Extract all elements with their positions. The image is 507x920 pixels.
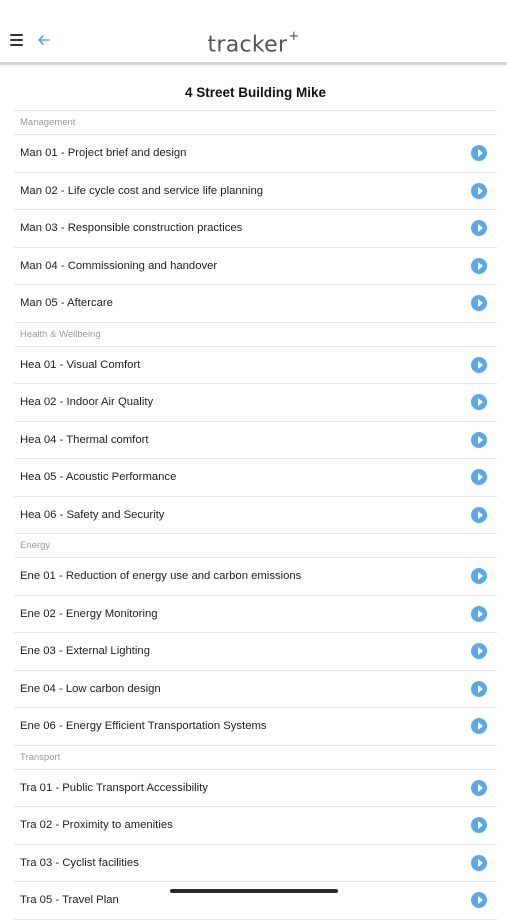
list-item-label: Ene 06 - Energy Efficient Transportation Systems bbox=[20, 720, 267, 732]
assessment-list bbox=[0, 65, 507, 920]
logo-text: tracker bbox=[207, 32, 288, 58]
list-item[interactable] bbox=[14, 596, 497, 634]
list-item-label: Man 01 - Project brief and design bbox=[20, 147, 187, 159]
list-item-label: Tra 02 - Proximity to amenities bbox=[20, 819, 173, 831]
list-item[interactable] bbox=[14, 347, 497, 385]
logo-plus: + bbox=[288, 29, 300, 44]
chevron-right-circle-icon[interactable] bbox=[471, 643, 487, 659]
list-item-label: Ene 04 - Low carbon design bbox=[20, 682, 161, 695]
list-item-label: Tra 05 - Travel Plan bbox=[20, 894, 119, 906]
list-item[interactable] bbox=[14, 173, 497, 211]
list-item[interactable] bbox=[14, 770, 497, 808]
page-title: 4 Street Building Mike bbox=[14, 65, 497, 111]
chevron-right-circle-icon[interactable] bbox=[471, 681, 487, 697]
chevron-right-circle-icon[interactable] bbox=[471, 718, 487, 734]
chevron-right-circle-icon[interactable] bbox=[471, 568, 487, 584]
chevron-right-circle-icon[interactable] bbox=[471, 295, 487, 311]
chevron-right-circle-icon[interactable] bbox=[471, 780, 487, 796]
list-item-label: Hea 06 - Safety and Security bbox=[20, 508, 165, 521]
chevron-right-circle-icon[interactable] bbox=[471, 183, 487, 199]
app-header bbox=[0, 0, 507, 65]
list-item-label: Man 05 - Aftercare bbox=[20, 297, 113, 309]
list-item[interactable] bbox=[14, 422, 497, 460]
chevron-right-circle-icon[interactable] bbox=[471, 220, 487, 236]
list-item-label: Ene 02 - Energy Monitoring bbox=[20, 607, 158, 620]
list-item[interactable] bbox=[14, 807, 497, 845]
list-item[interactable] bbox=[14, 135, 497, 173]
list-item[interactable] bbox=[14, 845, 497, 883]
chevron-right-circle-icon[interactable] bbox=[471, 892, 487, 908]
list-item[interactable] bbox=[14, 285, 497, 323]
chevron-right-circle-icon[interactable] bbox=[471, 432, 487, 448]
app-logo bbox=[0, 27, 507, 58]
chevron-right-circle-icon[interactable] bbox=[471, 855, 487, 871]
chevron-right-circle-icon[interactable] bbox=[471, 606, 487, 622]
chevron-right-circle-icon[interactable] bbox=[471, 357, 487, 373]
section-header: Management bbox=[14, 111, 497, 135]
home-indicator[interactable] bbox=[170, 889, 338, 893]
list-item-label: Hea 05 - Acoustic Performance bbox=[20, 471, 177, 483]
chevron-right-circle-icon[interactable] bbox=[471, 817, 487, 833]
list-item[interactable] bbox=[14, 671, 497, 709]
list-item-label: Ene 03 - External Lighting bbox=[20, 645, 150, 657]
list-item-label: Tra 03 - Cyclist facilities bbox=[20, 856, 139, 869]
chevron-right-circle-icon[interactable] bbox=[471, 258, 487, 274]
list-item-label: Hea 04 - Thermal comfort bbox=[20, 433, 149, 446]
list-item[interactable] bbox=[14, 708, 497, 746]
chevron-right-circle-icon[interactable] bbox=[471, 145, 487, 161]
chevron-right-circle-icon[interactable] bbox=[471, 507, 487, 523]
list-item-label: Man 04 - Commissioning and handover bbox=[20, 259, 218, 272]
list-item-label: Tra 01 - Public Transport Accessibility bbox=[20, 781, 208, 794]
list-item[interactable] bbox=[14, 497, 497, 535]
section-header: Transport bbox=[14, 746, 497, 770]
chevron-right-circle-icon[interactable] bbox=[471, 394, 487, 410]
list-item-label: Hea 02 - Indoor Air Quality bbox=[20, 396, 154, 408]
list-item-label: Hea 01 - Visual Comfort bbox=[20, 358, 141, 371]
chevron-right-circle-icon[interactable] bbox=[471, 469, 487, 485]
list-item[interactable] bbox=[14, 882, 497, 920]
list-item-label: Ene 01 - Reduction of energy use and carbon emissions bbox=[20, 570, 302, 582]
list-item[interactable] bbox=[14, 384, 497, 422]
list-item-label: Man 02 - Life cycle cost and service life planning bbox=[20, 184, 264, 197]
list-item[interactable] bbox=[14, 210, 497, 248]
section-header: Energy bbox=[14, 534, 497, 558]
list-item[interactable] bbox=[14, 558, 497, 596]
list-item[interactable] bbox=[14, 248, 497, 286]
section-header: Health & Wellbeing bbox=[14, 323, 497, 347]
sections-container bbox=[0, 111, 507, 920]
list-item-label: Man 03 - Responsible construction practices bbox=[20, 222, 243, 234]
list-item[interactable] bbox=[14, 633, 497, 671]
list-item[interactable] bbox=[14, 459, 497, 497]
